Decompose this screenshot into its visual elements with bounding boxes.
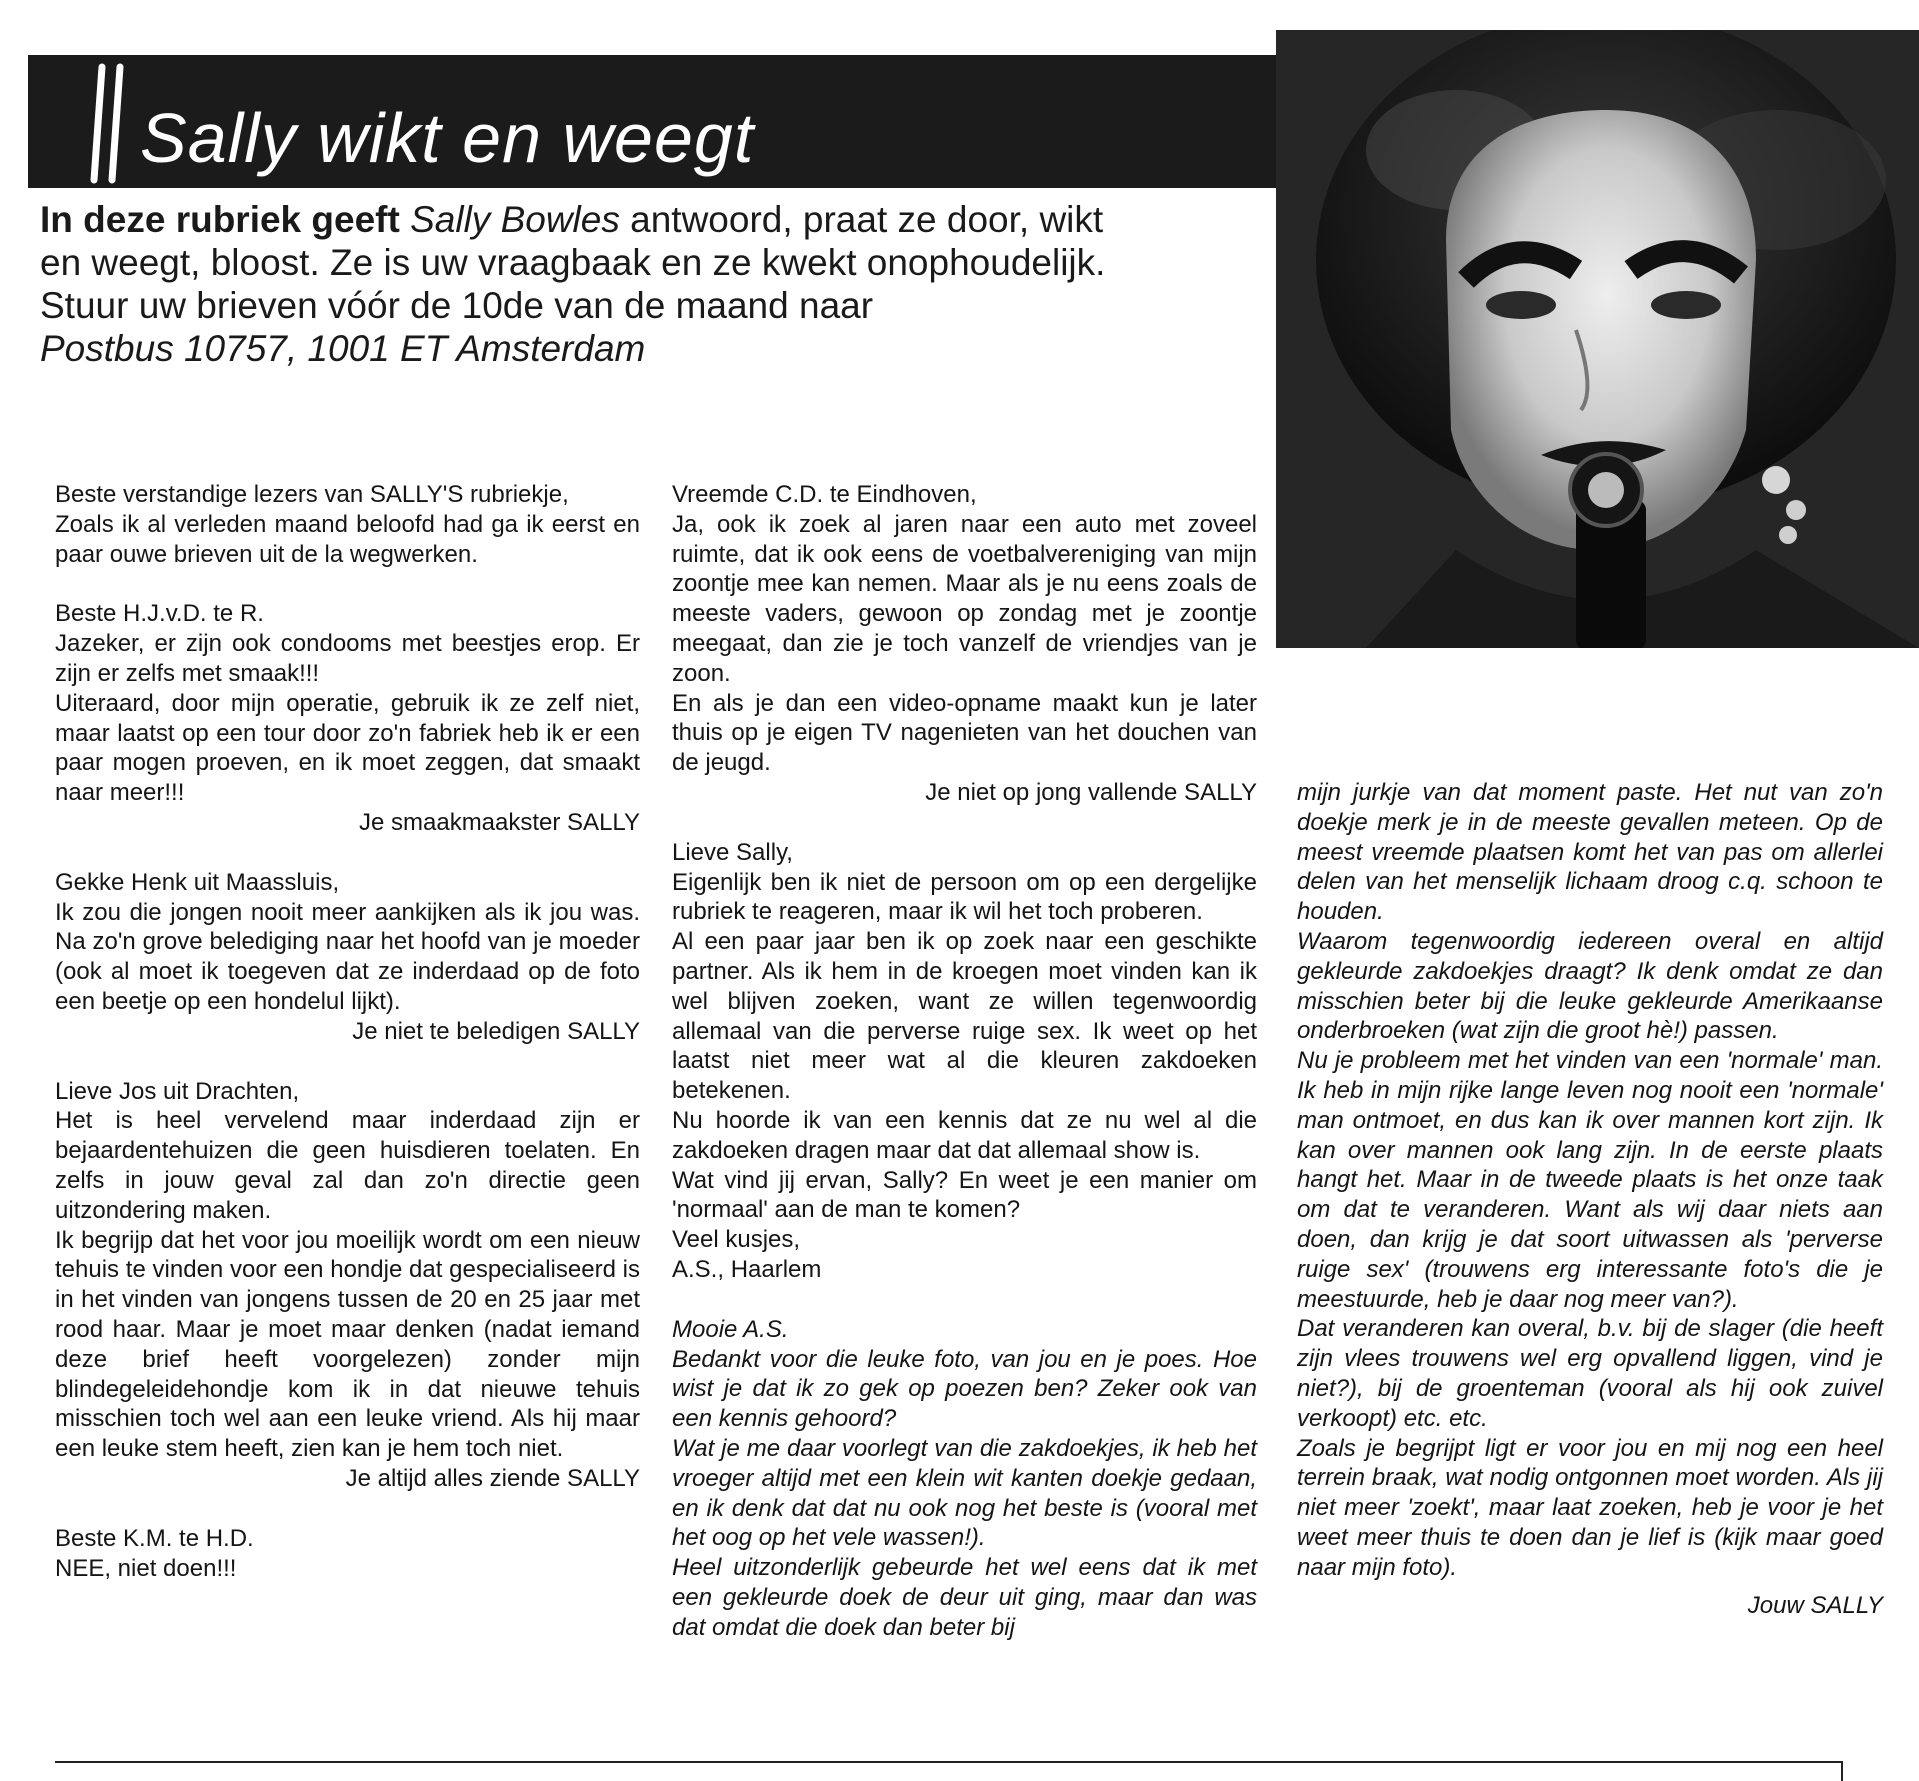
reply-body-h: Zoals je begrijpt ligt er voor jou en mij nog een heel terrein braak, wat nodig ontgonnen moet worden. Als jij niet meer 'zoekt', maar laat zoeken, heb je voor je het weet meer thuis te doen dan je lief is (kijk maar goed naar mijn foto). (1297, 1434, 1883, 1581)
letter-2-salutation: Gekke Henk uit Maassluis, (55, 868, 340, 896)
letter-6-body-c: Nu hoorde ik van een kennis dat ze nu wel al die zakdoeken dragen maar dat dat allemaal show is. (672, 1106, 1257, 1164)
letter-6-closing: Veel kusjes, (672, 1226, 801, 1254)
letter-5-salutation: Vreemde C.D. te Eindhoven, (672, 481, 977, 508)
letter-3-body-b: Ik begrijp dat het voor jou moeilijk wordt om een nieuw tehuis te vinden voor een hondje dat gespecialiseerd is in het vinden van jongens tussen de 20 en 25 jaar met rood haar. Maar je moet maar denken (nadat iemand deze brief heeft voorgelezen) zonder mijn blindegeleidehondje kom ik in dat nieuwe tehuis misschien toch wel aan een leuke vriend. Als hij maar een leuke stem heeft, zien kan je hem toch niet. (55, 1226, 640, 1463)
letter-3-body-a: Het is heel vervelend maar inderdaad zijn er bejaardentehuizen die geen huisdieren toelaten. En zelfs in jouw geval zal dan zo'n directie geen uitzondering maken. (55, 1107, 640, 1224)
reply-salutation: Mooie A.S. (672, 1315, 789, 1343)
reply-body-g: Dat veranderen kan overal, b.v. bij de slager (die heeft zijn vlees trouwens wel erg opvallend liggen, vind je niet?), bij de groenteman (vooral als hij ook zuivel verkoopt) etc. etc. (1297, 1315, 1883, 1432)
column-3 (1297, 778, 1883, 1620)
bottom-box-border (55, 1761, 1843, 1763)
letter-5-body-a: Ja, ook ik zoek al jaren naar een auto met zoveel ruimte, dat ik ook eens de voetbalvereniging van mijn zoontje mee kan nemen. Maar als je nu eens zoals de meeste vaders, gewoon op zondag met je zoontje meegaat, dan zie je toch vanzelf de vriendjes van je zoon. (672, 510, 1257, 687)
letter-1-salutation: Beste H.J.v.D. te R. (55, 600, 264, 628)
reply-body-b: Wat je me daar voorlegt van die zakdoekjes, ik heb het vroeger altijd met een klein wit kanten doekje gedaan, en ik denk dat dat nu ook nog het beste is (vooral met het oog op het vele wassen!). (672, 1434, 1257, 1552)
letter-3-salutation: Lieve Jos uit Drachten, (55, 1077, 300, 1105)
letter-4-body: NEE, niet doen!!! (55, 1554, 237, 1582)
intro-line-2: en weegt, bloost. Ze is uw vraagbaak en ze kwekt onophoudelijk. (40, 242, 1106, 283)
intro-block (40, 198, 1250, 370)
reply-body-e: Waarom tegenwoordig iedereen overal en altijd gekleurde zakdoekjes draagt? Ik denk omdat ze dan misschien beter bij die leuke gekleurde Amerikaanse onderbroeken (wat zijn die groot hè!) passen. (1297, 927, 1883, 1045)
intro-columnist-name: Sally Bowles (410, 199, 620, 240)
letter-5-signature: Je niet op jong vallende SALLY (925, 778, 1257, 806)
letter-1-signature: Je smaakmaakster SALLY (358, 808, 640, 836)
reply-body-d: mijn jurkje van dat moment paste. Het nut van zo'n doekje merk je in de meeste gevallen meteen. Op de meest vreemde plaatsen komt het van pas om allerlei delen van het menselijk lichaam droog c.q. schoon te houden. (1297, 779, 1883, 926)
letter-1-body-b: Uiteraard, door mijn operatie, gebruik ik ze zelf niet, maar laatst op een tour door zo'n fabriek heb ik er een paar mogen proeven, en ik moet zeggen, dat smaakt naar meer!!! (55, 689, 640, 807)
columnist-photo (1276, 30, 1919, 648)
letter-1-body-a: Jazeker, er zijn ook condooms met beestjes erop. Er zijn er zelfs met smaak!!! (55, 630, 640, 687)
intro-lead: In deze rubriek geeft (40, 199, 400, 240)
reply-body-f: Nu je probleem met het vinden van een 'normale' man. Ik heb in mijn rijke lange leven nog nooit een 'normale' man ontmoet, en dus kan ik over mannen kort zijn. Ik kan over mannen ook lang zijn. In de eerste plaats hangt het. Maar in de tweede plaats is het onze taak om dat te veranderen. Want als wij daar niets aan doen, dan krijg je dat soort uitwassen als 'perverse ruige sex' (trouwens erg interessante foto's die je meestuurde, heb je daar nog meer van?). (1297, 1047, 1883, 1313)
letter-2-body: Ik zou die jongen nooit meer aankijken als ik jou was. Na zo'n grove belediging naar het hoofd van je moeder (ook al moet ik toegeven dat ze inderdaad op de foto een beetje op een hondelul lijkt). (55, 898, 640, 1015)
letter-6-body-a: Eigenlijk ben ik niet de persoon om op een dergelijke rubriek te reageren, maar ik wil het toch proberen. (672, 868, 1257, 926)
opening-salutation: Beste verstandige lezers van SALLY'S rubriekje, (55, 481, 569, 508)
page-title: Sally wikt en weegt (140, 99, 755, 177)
bottom-box-border-right (1841, 1761, 1843, 1781)
letter-2-signature: Je niet te beledigen SALLY (352, 1017, 640, 1045)
opening-body: Zoals ik al verleden maand beloofd had ga ik eerst en paar ouwe brieven uit de la wegwerken. (55, 510, 640, 568)
title-slash-mark (90, 62, 130, 184)
letter-6-body-d: Wat vind jij ervan, Sally? En weet je een manier om 'normaal' aan de man te komen? (672, 1166, 1257, 1224)
letter-3-signature: Je altijd alles ziende SALLY (345, 1464, 640, 1492)
intro-line-1-rest: antwoord, praat ze door, wikt (630, 199, 1104, 240)
letter-5-body-b: En als je dan een video-opname maakt kun je later thuis op je eigen TV nagenieten van het douchen van de jeugd. (672, 689, 1257, 777)
letter-4-salutation: Beste K.M. te H.D. (55, 1524, 254, 1552)
letter-6-salutation: Lieve Sally, (672, 838, 793, 866)
letter-6-signature: A.S., Haarlem (672, 1255, 822, 1283)
column-2 (672, 480, 1257, 1642)
column-1 (55, 480, 640, 1583)
intro-line-3: Stuur uw brieven vóór de 10de van de maand naar (40, 285, 874, 326)
intro-address: Postbus 10757, 1001 ET Amsterdam (40, 328, 646, 369)
letter-6-body-b: Al een paar jaar ben ik op zoek naar een geschikte partner. Als ik hem in de kroegen moet vinden kan ik wel blijven zoeken, want ze willen tegenwoordig allemaal van die perverse ruige sex. Ik weet op het laatst niet meer wat al die kleuren zakdoeken betekenen. (672, 928, 1257, 1105)
intro-line-1 (40, 198, 1250, 241)
reply-body-a: Bedankt voor die leuke foto, van jou en je poes. Hoe wist je dat ik zo gek op poezen ben? Zeker ook van een kennis gehoord? (672, 1345, 1257, 1433)
reply-body-c: Heel uitzonderlijk gebeurde het wel eens dat ik met een gekleurde doek de deur uit ging, maar dan was dat omdat die doek dan beter bij (672, 1554, 1257, 1641)
reply-signature: Jouw SALLY (1747, 1591, 1883, 1619)
